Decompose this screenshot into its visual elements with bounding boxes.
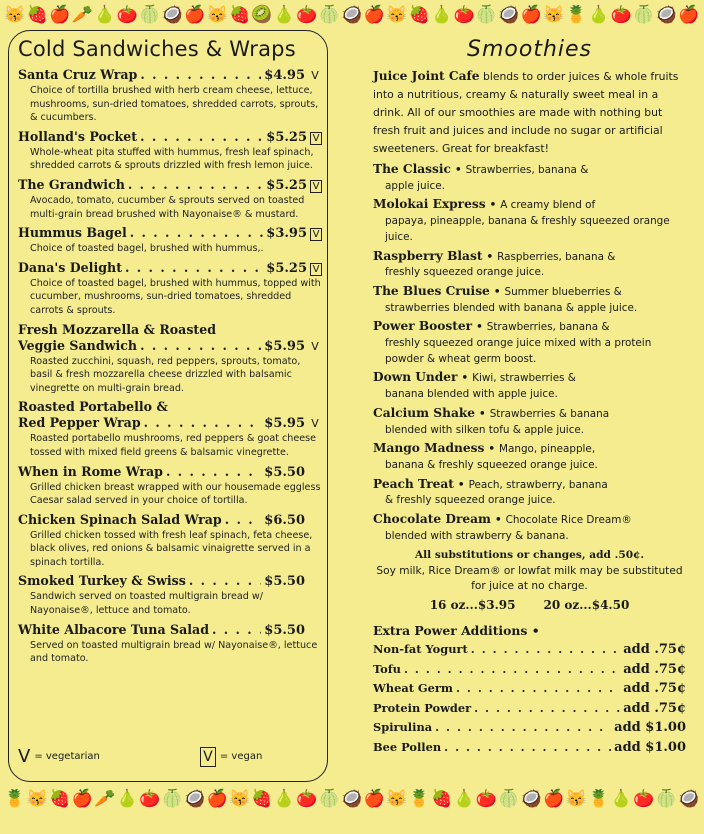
menu-item — [18, 260, 322, 318]
fruit-icon: 🍎 — [184, 4, 206, 25]
vegetarian-icon: V — [311, 339, 319, 353]
smoothie-desc-cont: freshly squeezed orange juice. — [385, 266, 545, 279]
dot-leader — [189, 573, 261, 589]
smoothie-name: Down Under — [373, 370, 458, 385]
fruit-icon: 😽 — [386, 788, 408, 809]
substitution-charge: All substitutions or changes, add .50¢. — [414, 549, 645, 562]
menu-item-price: $5.95 — [264, 338, 305, 354]
dot-leader — [125, 260, 263, 276]
legend-vegan-label: = vegan — [219, 751, 263, 762]
menu-item-price: $5.50 — [264, 622, 305, 638]
fruit-icon: 🍓 — [431, 788, 453, 809]
smoothie-item — [373, 406, 686, 438]
bullet-dot: • — [486, 250, 494, 263]
fruit-icon: 🍅 — [610, 4, 632, 25]
smoothie-desc: Strawberries, banana & — [465, 164, 589, 176]
diet-legend — [18, 746, 318, 767]
fruit-icon: 🍈 — [139, 4, 161, 25]
menu-item-price: $4.95 — [264, 68, 305, 83]
extra-price: add .75¢ — [623, 681, 686, 697]
menu-item-line — [18, 573, 322, 590]
fruit-icon: 😽 — [26, 788, 49, 809]
bullet-dot: • — [479, 407, 486, 420]
fruit-icon: 🍎 — [206, 788, 228, 809]
fruit-icon: 🥕 — [94, 788, 116, 809]
dot-leader — [444, 738, 611, 757]
dot-leader — [471, 640, 620, 659]
fruit-icon: 🍈 — [655, 788, 677, 809]
fruit-icon: 🥥 — [161, 4, 183, 25]
extra-item — [373, 699, 686, 719]
smoothie-item — [373, 370, 686, 402]
smoothie-item — [373, 284, 686, 316]
menu-item-name: The Grandwich — [18, 176, 125, 192]
extra-name: Bee Pollen — [373, 739, 442, 754]
fruit-icon: 😽 — [228, 788, 251, 809]
extras-list — [373, 640, 686, 758]
smoothie-desc-cont: & freshly squeezed orange juice. — [385, 494, 556, 507]
smoothie-desc-cont: freshly squeezed orange juice mixed with a protein powder & wheat germ boost. — [385, 337, 652, 365]
smoothie-desc: Kiwi, strawberries & — [472, 372, 576, 385]
extra-name: Non-fat Yogurt — [373, 641, 468, 656]
extras-title: Extra Power Additions • — [373, 622, 540, 638]
smoothie-desc-cont: banana blended with apple juice. — [385, 388, 558, 401]
menu-item-description: Sandwich served on toasted multigrain bread w/ Nayonaise®, lettuce and tomato. — [30, 591, 263, 617]
dot-leader — [128, 177, 263, 193]
fruit-icon: 🍈 — [498, 788, 520, 809]
dot-leader — [225, 512, 262, 528]
bullet-dot: • — [488, 443, 496, 456]
fruit-icon: 🍅 — [475, 788, 498, 809]
smoothie-desc-cont: banana & freshly squeezed orange juice. — [385, 458, 598, 471]
menu-item — [18, 512, 322, 570]
bottom-fruit-border — [0, 786, 704, 812]
smoothie-name: Molokai Express — [373, 197, 486, 212]
fruit-icon: 🍓 — [49, 788, 71, 809]
smoothie-item — [373, 441, 686, 473]
smoothie-name: The Classic — [373, 162, 451, 176]
fruit-icon: 🍅 — [633, 788, 655, 809]
smoothie-name: Peach Treat — [373, 476, 454, 491]
extra-name: Tofu — [373, 661, 401, 676]
extra-name: Protein Powder — [373, 700, 472, 715]
fruit-icon: 😽 — [4, 4, 26, 25]
extra-item — [373, 660, 686, 680]
vegetarian-icon: V — [18, 746, 31, 767]
menu-item-line — [18, 67, 322, 84]
smoothie-name: Raspberry Blast — [373, 248, 483, 263]
fruit-icon: 🍎 — [363, 4, 385, 25]
smoothie-item — [373, 249, 686, 281]
smoothie-desc-cont: blended with silken tofu & apple juice. — [385, 423, 585, 436]
menu-item-name: When in Rome Wrap — [18, 463, 163, 479]
smoothie-item — [373, 162, 686, 194]
menu-item — [18, 399, 322, 459]
smoothie-item — [373, 512, 686, 544]
menu-item — [18, 622, 322, 666]
dot-leader — [140, 338, 261, 354]
extra-item — [373, 679, 686, 699]
fruit-icon: 🥥 — [678, 788, 700, 809]
fruit-icon: 🍓 — [26, 4, 49, 25]
fruit-icon: 🍓 — [228, 4, 251, 25]
dot-leader — [130, 225, 264, 241]
bullet-dot: • — [494, 514, 502, 527]
fruit-icon: 🍐 — [273, 4, 296, 25]
substitution-note — [373, 548, 686, 595]
menu-item-name: Chicken Spinach Salad Wrap — [18, 511, 222, 527]
bullet-dot: • — [476, 321, 483, 334]
smoothie-desc-cont: blended with strawberry & banana. — [385, 529, 569, 542]
menu-item — [18, 67, 322, 125]
extra-item — [373, 718, 686, 738]
sandwiches-column — [18, 36, 322, 670]
fruit-icon: 😽 — [543, 4, 565, 25]
vegan-icon: V — [310, 132, 322, 145]
smoothie-desc-cont: strawberries blended with banana & apple juice. — [385, 301, 638, 314]
fruit-icon: 🍈 — [475, 4, 498, 25]
fruit-icon: 🍅 — [296, 788, 318, 809]
vegan-icon: V — [200, 747, 216, 767]
fruit-icon: 🍐 — [610, 788, 632, 809]
dot-leader — [404, 660, 620, 679]
substitution-text: Soy milk, Rice Dream® or lowfat milk may be substituted for juice at no charge. — [376, 564, 683, 593]
fruit-icon: 🍅 — [116, 4, 138, 25]
menu-item-price: $3.95 — [266, 226, 307, 242]
smoothies-intro — [373, 67, 686, 158]
smoothie-desc: Raspberries, banana & — [497, 250, 616, 263]
menu-item-description: Served on toasted multigrain bread w/ Nayonaise®, lettuce and tomato. — [30, 639, 318, 665]
fruit-icon: 🥥 — [184, 788, 206, 809]
smoothie-item — [373, 477, 686, 509]
fruit-icon: 🍐 — [94, 4, 116, 25]
top-fruit-border — [0, 2, 704, 28]
menu-item-name: Santa Cruz Wrap — [18, 67, 138, 82]
dot-leader — [166, 464, 261, 480]
smoothie-name: Power Booster — [373, 319, 473, 334]
fruit-icon: 🥥 — [341, 4, 363, 25]
fruit-icon: 🍐 — [588, 4, 610, 25]
menu-item-line — [18, 225, 322, 242]
fruit-icon: 🍎 — [49, 4, 71, 25]
menu-item-price: $5.25 — [266, 129, 307, 145]
bullet-dot: • — [454, 164, 462, 176]
smoothies-title: Smoothies — [467, 37, 592, 62]
extra-price: add $1.00 — [614, 720, 686, 736]
fruit-icon: 🍅 — [296, 4, 318, 25]
menu-item-line — [18, 260, 322, 277]
smoothie-desc-cont: apple juice. — [385, 179, 445, 192]
smoothie-item — [373, 319, 686, 367]
fruit-icon: 🍍 — [565, 4, 587, 25]
menu-item-description: Roasted zucchini, squash, red peppers, sprouts, tomato, basil & fresh mozzarella cheese drizzled with balsamic vinegrette on multi-grain bread. — [30, 355, 301, 394]
fruit-icon: 😽 — [206, 4, 228, 25]
fruit-icon: 🍈 — [633, 4, 655, 25]
dot-leader — [212, 622, 261, 638]
menu-item-name-line1 — [18, 322, 322, 338]
fruit-icon: 🍍 — [4, 788, 26, 809]
menu-item-name-line1 — [18, 399, 322, 415]
smoothie-name: Chocolate Dream — [373, 512, 491, 527]
menu-item — [18, 177, 322, 221]
smoothie-desc: A creamy blend of — [500, 199, 596, 212]
smoothie-desc: Summer blueberries & — [504, 285, 622, 298]
fruit-icon: 🍅 — [453, 4, 475, 25]
menu-item-price: $5.95 — [264, 416, 305, 432]
fruit-icon: 🍈 — [318, 4, 340, 25]
menu-item — [18, 129, 322, 173]
smoothie-desc-cont: papaya, pineapple, banana & freshly squeezed orange juice. — [385, 215, 670, 243]
fruit-icon: 😽 — [565, 788, 587, 809]
menu-item-price: $6.50 — [264, 512, 305, 528]
bullet-dot: • — [489, 199, 497, 212]
vegan-icon: V — [310, 263, 322, 276]
fruit-icon: 🍐 — [116, 788, 138, 809]
smoothie-desc: Strawberries & banana — [489, 407, 610, 420]
menu-item-name: Dana's Delight — [18, 259, 123, 275]
menu-item-price: $5.50 — [264, 464, 305, 480]
dot-leader — [140, 67, 261, 83]
menu-item-line — [18, 129, 322, 146]
vegetarian-icon: V — [311, 417, 319, 431]
legend-vegetarian-label: = vegetarian — [34, 751, 100, 762]
menu-item-line — [18, 622, 322, 639]
fruit-icon: 🍎 — [543, 788, 565, 809]
size-16oz: 16 oz...$3.95 — [429, 597, 516, 612]
smoothie-desc: Chocolate Rice Dream® — [505, 514, 632, 527]
menu-item-description: Choice of tortilla brushed with herb cream cheese, lettuce, mushrooms, sun-dried tomatoes, shredded carrots, sprouts, & cucumbers. — [30, 85, 319, 124]
dot-leader — [144, 415, 262, 431]
fruit-icon: 🍈 — [161, 788, 183, 809]
menu-item-description: Whole-wheat pita stuffed with hummus, fresh leaf spinach, shredded carrots & sprouts drizzled with fresh lemon juice. — [30, 146, 314, 172]
menu-item-name: Smoked Turkey & Swiss — [18, 573, 186, 589]
menu-item-line — [18, 177, 322, 194]
extra-item — [373, 640, 686, 660]
fruit-icon: 🥕 — [71, 4, 93, 25]
menu-item-description: Roasted portabello mushrooms, red peppers & goat cheese tossed with mixed field greens & balsamic vinegrette. — [30, 433, 317, 458]
fruit-icon: 🥝 — [251, 4, 273, 25]
smoothie-desc: Peach, strawberry, banana — [468, 478, 608, 491]
smoothie-list — [373, 162, 686, 544]
menu-item — [18, 573, 322, 617]
smoothie-desc: Strawberries, banana & — [486, 321, 610, 334]
smoothie-name: Calcium Shake — [373, 405, 476, 420]
menu-item-description: Grilled chicken tossed with fresh leaf spinach, feta cheese, black olives, red onions & balsamic vinaigrette served in a spinach tortilla. — [30, 529, 313, 568]
fruit-icon: 🍐 — [453, 788, 475, 809]
menu-item-line — [18, 512, 322, 529]
fruit-icon: 🍍 — [588, 788, 610, 809]
extra-price: add .75¢ — [623, 661, 686, 677]
extra-price: add .75¢ — [623, 641, 686, 657]
fruit-icon: 🍓 — [408, 4, 430, 25]
menu-item — [18, 464, 322, 508]
fruit-icon: 🍎 — [678, 4, 700, 25]
dot-leader — [435, 718, 611, 737]
vegetarian-icon: V — [311, 69, 319, 82]
dot-leader — [474, 699, 620, 718]
menu-item-description: Avocado, tomato, cucumber & sprouts served on toasted multi-grain bread brushed with Nayonaise® & mustard. — [30, 194, 305, 220]
bullet-dot: • — [493, 285, 501, 298]
dot-leader — [140, 129, 263, 145]
menu-item-line — [18, 415, 322, 432]
menu-item — [18, 322, 322, 396]
fruit-icon: 🍐 — [273, 788, 296, 809]
menu-item-line — [18, 464, 322, 481]
bullet-dot: • — [457, 478, 465, 491]
smoothie-desc: Mango, pineapple, — [499, 443, 596, 456]
size-20oz: 20 oz...$4.50 — [543, 597, 630, 612]
bullet-dot: • — [461, 372, 469, 385]
menu-item-description: Choice of toasted bagel, brushed with hummus, topped with cucumber, mushrooms, sun-dried tomatoes, shredded carrots & sprouts. — [30, 277, 321, 316]
fruit-icon: 🍈 — [318, 788, 340, 809]
menu-item-description: Grilled chicken breast wrapped with our housemade eggless Caesar salad served in your choice of tortilla. — [30, 481, 321, 507]
fruit-icon: 🥥 — [341, 788, 363, 809]
fruit-icon: 🍓 — [251, 788, 273, 809]
vegan-icon: V — [310, 228, 322, 241]
dot-leader — [456, 679, 620, 698]
smoothie-sizes — [373, 595, 686, 615]
menu-item-name: Holland's Pocket — [18, 128, 138, 144]
menu-item-name: Veggie Sandwich — [18, 337, 138, 353]
menu-item-price: $5.50 — [264, 574, 305, 590]
fruit-icon: 🍎 — [520, 4, 542, 25]
sandwiches-title: Cold Sandwiches & Wraps — [18, 37, 296, 61]
fruit-icon: 🍅 — [139, 788, 161, 809]
smoothie-item — [373, 197, 686, 245]
fruit-icon: 🍍 — [408, 788, 430, 809]
menu-item — [18, 225, 322, 256]
sandwich-list — [18, 67, 322, 666]
fruit-icon: 🍎 — [71, 788, 93, 809]
fruit-icon: 🥥 — [498, 4, 520, 25]
extra-price: add .75¢ — [623, 700, 686, 716]
smoothie-name: The Blues Cruise — [373, 283, 490, 298]
extra-price: add $1.00 — [614, 739, 686, 755]
menu-item-description: Choice of toasted bagel, brushed with hummus,. — [30, 243, 264, 255]
fruit-icon: 🥥 — [655, 4, 677, 25]
smoothie-name: Mango Madness — [373, 441, 485, 456]
menu-item-name: Hummus Bagel — [18, 225, 127, 241]
menu-item-name-part: Fresh Mozzarella & Roasted — [18, 321, 217, 337]
fruit-icon: 🍐 — [431, 4, 453, 25]
vegan-icon: V — [310, 180, 322, 193]
menu-item-name: Red Pepper Wrap — [18, 415, 141, 431]
smoothies-column — [373, 36, 686, 758]
extra-name: Spirulina — [373, 720, 433, 735]
menu-item-line — [18, 338, 322, 355]
menu-item-price: $5.25 — [266, 260, 307, 276]
cafe-name: Juice Joint Cafe — [373, 69, 480, 83]
menu-item-name: White Albacore Tuna Salad — [18, 621, 209, 637]
fruit-icon: 😽 — [386, 4, 408, 25]
fruit-icon: 🍎 — [363, 788, 385, 809]
extra-name: Wheat Germ — [373, 681, 453, 696]
fruit-icon: 🥥 — [520, 788, 542, 809]
extra-item — [373, 738, 686, 758]
menu-item-price: $5.25 — [266, 177, 307, 193]
menu-item-name-part: Roasted Portabello & — [18, 399, 168, 415]
intro-text: blends to order juices & whole fruits into a nutritious, creamy & naturally sweet meal in a drink. All of our smoothies are made with nothing but fresh fruit and juices and include no sugar or artificial sweeteners. Great for breakfast! — [373, 70, 679, 155]
